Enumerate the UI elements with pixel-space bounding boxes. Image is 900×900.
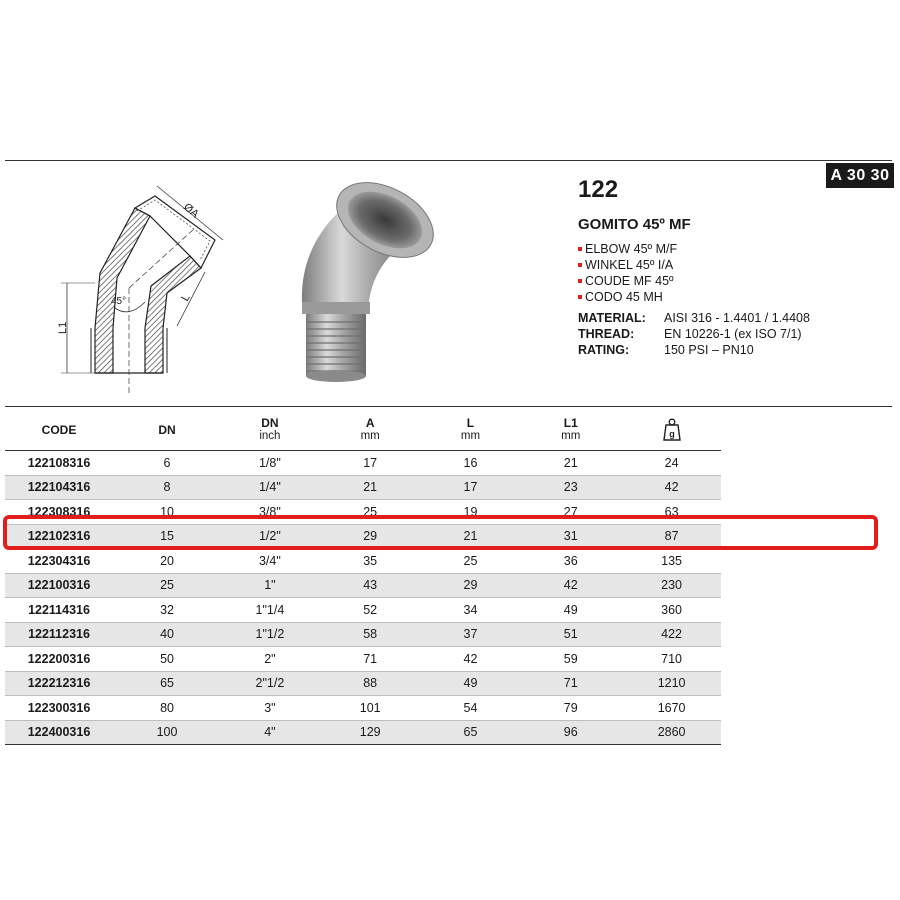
table-row bbox=[5, 720, 721, 745]
dimension-l1-label: L1 bbox=[57, 321, 69, 334]
table-row bbox=[5, 549, 721, 574]
table-cell: 32 bbox=[113, 598, 221, 623]
table-row bbox=[5, 671, 721, 696]
table-cell: 34 bbox=[422, 598, 520, 623]
table-cell: 65 bbox=[422, 720, 520, 745]
header-dn-inch: DN inch bbox=[221, 410, 319, 451]
product-code-cell: 122100316 bbox=[5, 573, 113, 598]
table-cell: 1"1/2 bbox=[221, 622, 319, 647]
dimension-l-label: L bbox=[179, 292, 193, 304]
table-cell: 59 bbox=[519, 647, 622, 672]
table-row bbox=[5, 647, 721, 672]
table-row bbox=[5, 696, 721, 721]
table-cell: 52 bbox=[319, 598, 422, 623]
table-cell: 1" bbox=[221, 573, 319, 598]
highlighted-row-frame bbox=[3, 515, 878, 550]
table-cell: 88 bbox=[319, 671, 422, 696]
translation-german: WINKEL 45º I/A bbox=[578, 257, 677, 273]
product-code-cell: 122400316 bbox=[5, 720, 113, 745]
table-cell: 25 bbox=[319, 500, 422, 525]
table-cell: 25 bbox=[113, 573, 221, 598]
product-code-cell: 122102316 bbox=[5, 524, 113, 549]
table-cell: 101 bbox=[319, 696, 422, 721]
table-cell: 79 bbox=[519, 696, 622, 721]
table-cell: 10 bbox=[113, 500, 221, 525]
header-weight bbox=[622, 410, 721, 451]
table-cell: 8 bbox=[113, 475, 221, 500]
table-cell: 3/4" bbox=[221, 549, 319, 574]
header-unit: mm bbox=[360, 430, 380, 442]
table-cell: 29 bbox=[422, 573, 520, 598]
table-cell: 71 bbox=[319, 647, 422, 672]
table-cell: 17 bbox=[422, 475, 520, 500]
dimension-a-label: ØA bbox=[181, 201, 201, 221]
table-cell: 50 bbox=[113, 647, 221, 672]
table-row bbox=[5, 573, 721, 598]
product-photo bbox=[290, 182, 450, 387]
header-dn: DN bbox=[113, 410, 221, 451]
table-cell: 1/8" bbox=[221, 451, 319, 476]
spec-value: 150 PSI – PN10 bbox=[664, 343, 754, 357]
table-cell: 96 bbox=[519, 720, 622, 745]
header-l1: L1 mm bbox=[519, 410, 622, 451]
table-cell: 6 bbox=[113, 451, 221, 476]
spec-thread bbox=[578, 326, 810, 342]
table-cell: 1/2" bbox=[221, 524, 319, 549]
table-cell: 21 bbox=[519, 451, 622, 476]
table-cell: 21 bbox=[319, 475, 422, 500]
product-code-cell: 122104316 bbox=[5, 475, 113, 500]
table-cell: 54 bbox=[422, 696, 520, 721]
header-unit: inch bbox=[259, 430, 281, 442]
table-cell: 71 bbox=[519, 671, 622, 696]
product-code-cell: 122300316 bbox=[5, 696, 113, 721]
table-cell: 65 bbox=[113, 671, 221, 696]
table-cell: 422 bbox=[622, 622, 721, 647]
table-cell: 2" bbox=[221, 647, 319, 672]
table-cell: 35 bbox=[319, 549, 422, 574]
table-cell: 49 bbox=[422, 671, 520, 696]
table-cell: 1/4" bbox=[221, 475, 319, 500]
svg-text:g: g bbox=[668, 429, 675, 439]
weight-icon bbox=[662, 418, 682, 442]
spec-label: MATERIAL: bbox=[578, 311, 646, 325]
technical-drawing bbox=[55, 178, 255, 398]
table-cell: 17 bbox=[319, 451, 422, 476]
table-body bbox=[5, 451, 721, 745]
translation-english: ELBOW 45º M/F bbox=[578, 241, 677, 257]
table-cell: 23 bbox=[519, 475, 622, 500]
table-cell: 25 bbox=[422, 549, 520, 574]
table-cell: 1670 bbox=[622, 696, 721, 721]
table-cell: 87 bbox=[622, 524, 721, 549]
table-cell: 40 bbox=[113, 622, 221, 647]
table-cell: 58 bbox=[319, 622, 422, 647]
translation-spanish: CODO 45 MH bbox=[578, 289, 677, 305]
spec-label: THREAD: bbox=[578, 327, 635, 341]
table-cell: 63 bbox=[622, 500, 721, 525]
product-table bbox=[5, 410, 721, 745]
table-cell: 42 bbox=[422, 647, 520, 672]
table-cell: 20 bbox=[113, 549, 221, 574]
table-cell: 19 bbox=[422, 500, 520, 525]
specifications bbox=[578, 310, 810, 358]
table-cell: 230 bbox=[622, 573, 721, 598]
table-cell: 4" bbox=[221, 720, 319, 745]
spec-rating bbox=[578, 342, 810, 358]
product-number: 122 bbox=[578, 176, 619, 203]
table-cell: 129 bbox=[319, 720, 422, 745]
table-cell: 3/8" bbox=[221, 500, 319, 525]
table-cell: 49 bbox=[519, 598, 622, 623]
table-cell: 51 bbox=[519, 622, 622, 647]
table-cell: 1"1/4 bbox=[221, 598, 319, 623]
spec-material bbox=[578, 310, 810, 326]
table-row bbox=[5, 598, 721, 623]
table-cell: 360 bbox=[622, 598, 721, 623]
table-cell: 24 bbox=[622, 451, 721, 476]
table-cell: 36 bbox=[519, 549, 622, 574]
spec-label: RATING: bbox=[578, 343, 630, 357]
middle-divider bbox=[5, 406, 892, 407]
table-cell: 1210 bbox=[622, 671, 721, 696]
product-code-cell: 122114316 bbox=[5, 598, 113, 623]
table-cell: 21 bbox=[422, 524, 520, 549]
table-cell: 42 bbox=[519, 573, 622, 598]
table-row bbox=[5, 475, 721, 500]
product-code-cell: 122200316 bbox=[5, 647, 113, 672]
product-code-cell: 122308316 bbox=[5, 500, 113, 525]
spec-value: AISI 316 - 1.4401 / 1.4408 bbox=[664, 311, 810, 325]
header-unit: mm bbox=[460, 430, 481, 442]
table-row bbox=[5, 451, 721, 476]
product-code-cell: 122112316 bbox=[5, 622, 113, 647]
header-l: L mm bbox=[422, 410, 520, 451]
table-cell: 100 bbox=[113, 720, 221, 745]
table-cell: 3" bbox=[221, 696, 319, 721]
top-divider bbox=[5, 160, 892, 161]
table-cell: 710 bbox=[622, 647, 721, 672]
header-code: CODE bbox=[5, 410, 113, 451]
product-name: GOMITO 45º MF bbox=[578, 216, 691, 233]
angle-label: 45° bbox=[111, 296, 127, 307]
header-a: A mm bbox=[319, 410, 422, 451]
translation-french: COUDE MF 45º bbox=[578, 273, 677, 289]
header-unit: mm bbox=[561, 430, 581, 442]
table-row bbox=[5, 622, 721, 647]
table-cell: 27 bbox=[519, 500, 622, 525]
table-cell: 15 bbox=[113, 524, 221, 549]
table-cell: 2860 bbox=[622, 720, 721, 745]
table-cell: 80 bbox=[113, 696, 221, 721]
table-cell: 135 bbox=[622, 549, 721, 574]
table-cell: 2"1/2 bbox=[221, 671, 319, 696]
product-code-cell: 122108316 bbox=[5, 451, 113, 476]
table-cell: 31 bbox=[519, 524, 622, 549]
catalog-badge: A 30 30 bbox=[826, 163, 894, 188]
product-code-cell: 122304316 bbox=[5, 549, 113, 574]
table-cell: 43 bbox=[319, 573, 422, 598]
product-code-cell: 122212316 bbox=[5, 671, 113, 696]
table-cell: 29 bbox=[319, 524, 422, 549]
table-cell: 42 bbox=[622, 475, 721, 500]
spec-value: EN 10226-1 (ex ISO 7/1) bbox=[664, 327, 802, 341]
translations-list bbox=[578, 241, 677, 305]
table-cell: 16 bbox=[422, 451, 520, 476]
table-header-row bbox=[5, 410, 721, 451]
table-cell: 37 bbox=[422, 622, 520, 647]
